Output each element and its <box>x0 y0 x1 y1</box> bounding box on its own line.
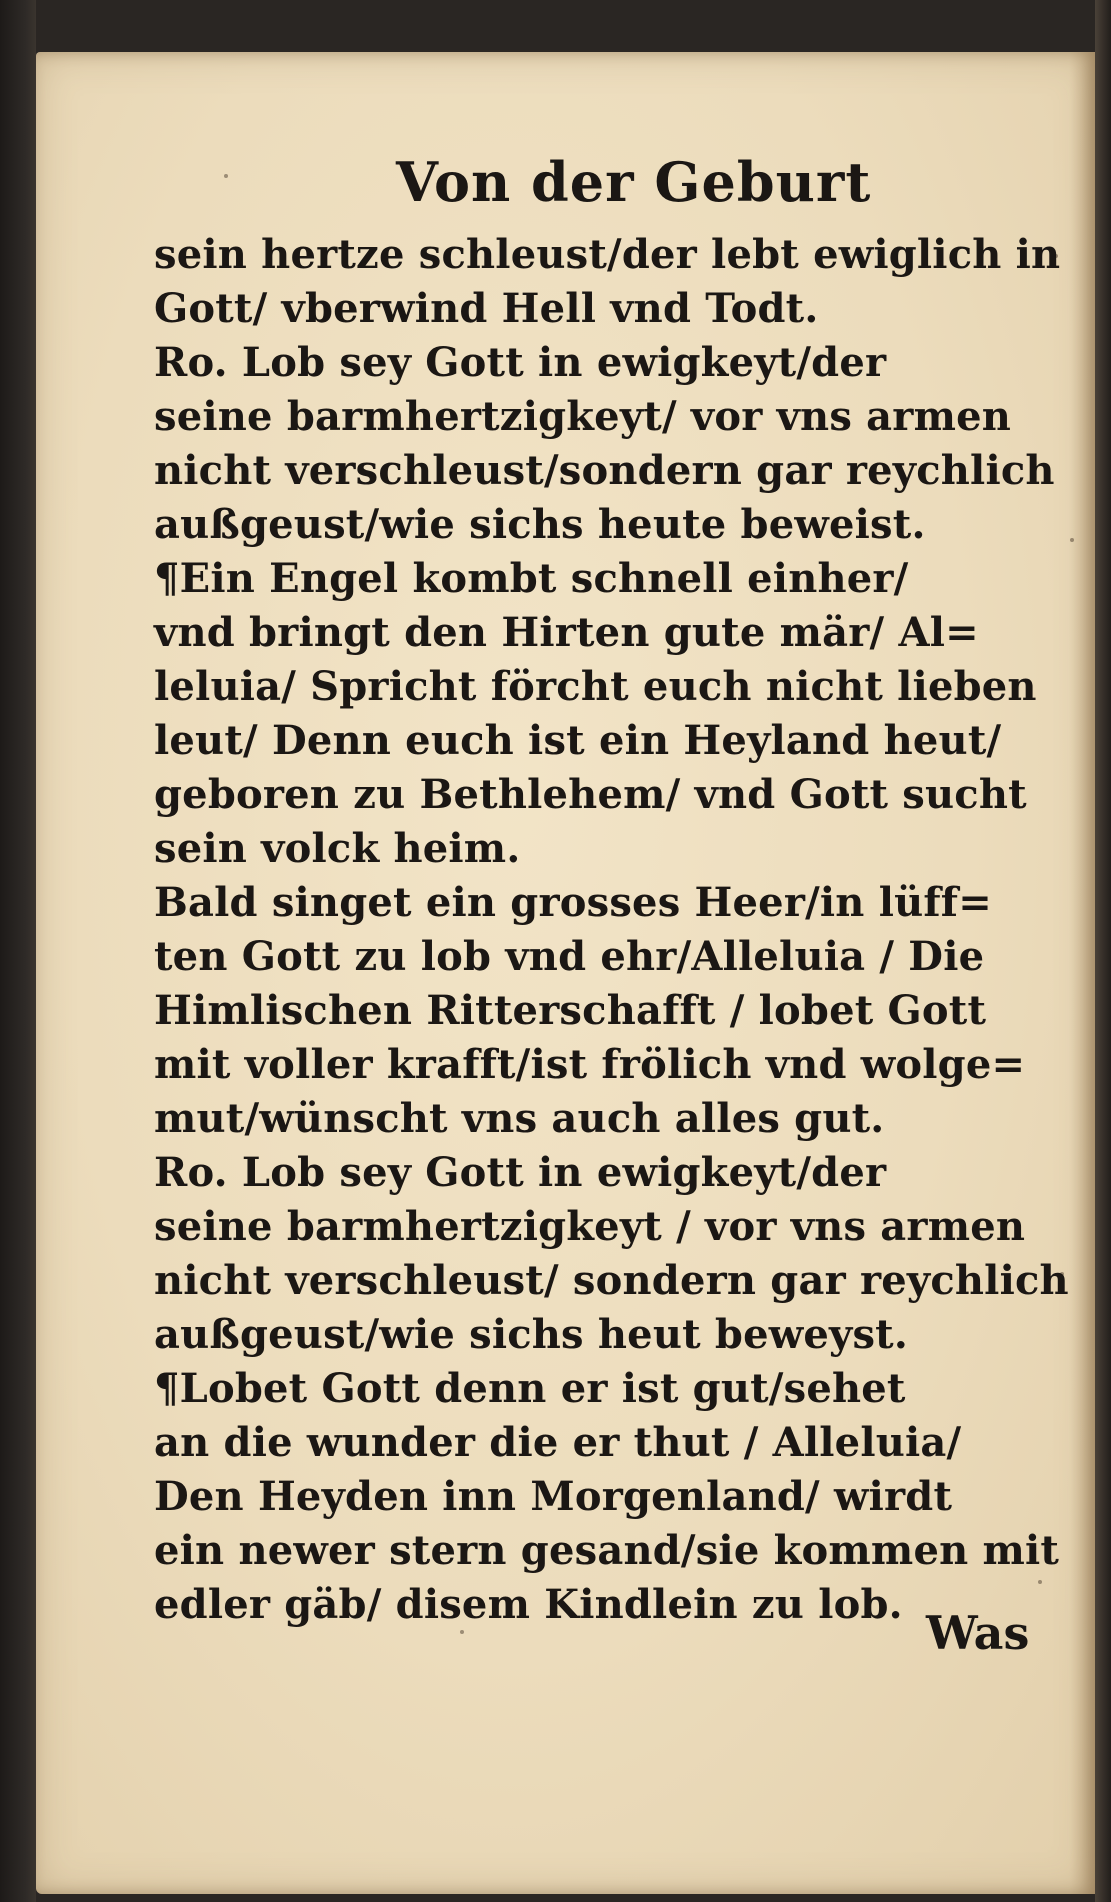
paper-speck <box>1070 538 1074 542</box>
text-line: leluia/ Spricht förcht euch nicht lieben <box>154 663 1037 710</box>
running-head: Von der Geburt <box>396 150 872 214</box>
text-line: leut/ Denn euch ist ein Heyland heut/ <box>154 717 1002 764</box>
text-line: Bald singet ein grosses Heer/in lüff= <box>154 879 992 926</box>
paper-speck <box>224 174 228 178</box>
text-line: Ro. Lob sey Gott in ewigkeyt/der <box>154 339 887 386</box>
scan-background-right <box>1095 0 1111 1902</box>
text-line: Den Heyden inn Morgenland/ wirdt <box>154 1473 953 1520</box>
text-line: seine barmhertzigkeyt / vor vns armen <box>154 1203 1026 1250</box>
text-line: vnd bringt den Hirten gute mär/ Al= <box>154 609 979 656</box>
text-line: mut/wünscht vns auch alles gut. <box>154 1095 885 1142</box>
text-line: nicht verschleust/sondern gar reychlich <box>154 447 1055 494</box>
paper-speck <box>1038 1580 1042 1584</box>
text-line: seine barmhertzigkeyt/ vor vns armen <box>154 393 1012 440</box>
text-line: ¶Ein Engel kombt schnell einher/ <box>154 555 909 602</box>
text-line: außgeust/wie sichs heute beweist. <box>154 501 926 548</box>
text-line: geboren zu Bethlehem/ vnd Gott sucht <box>154 771 1027 818</box>
text-line: ¶Lobet Gott denn er ist gut/sehet <box>154 1365 906 1412</box>
scan-background-left <box>0 0 36 1902</box>
text-line: mit voller krafft/ist frölich vnd wolge= <box>154 1041 1026 1088</box>
text-line: Himlischen Ritterschafft / lobet Gott <box>154 987 987 1034</box>
text-line: an die wunder die er thut / Alleluia/ <box>154 1419 962 1466</box>
text-line: außgeust/wie sichs heut beweyst. <box>154 1311 908 1358</box>
text-line: Gott/ vberwind Hell vnd Todt. <box>154 285 819 332</box>
text-line: Ro. Lob sey Gott in ewigkeyt/der <box>154 1149 887 1196</box>
text-line: ten Gott zu lob vnd ehr/Alleluia / Die <box>154 933 985 980</box>
text-line: sein hertze schleust/der lebt ewiglich in <box>154 231 1061 278</box>
catchword: Was <box>926 1606 1030 1660</box>
page-gutter-shadow <box>1069 52 1095 1894</box>
text-line: ein newer stern gesand/sie kommen mit <box>154 1527 1060 1574</box>
text-line: nicht verschleust/ sondern gar reychlich <box>154 1257 1069 1304</box>
text-line: edler gäb/ disem Kindlein zu lob. <box>154 1581 903 1628</box>
text-line: sein volck heim. <box>154 825 521 872</box>
